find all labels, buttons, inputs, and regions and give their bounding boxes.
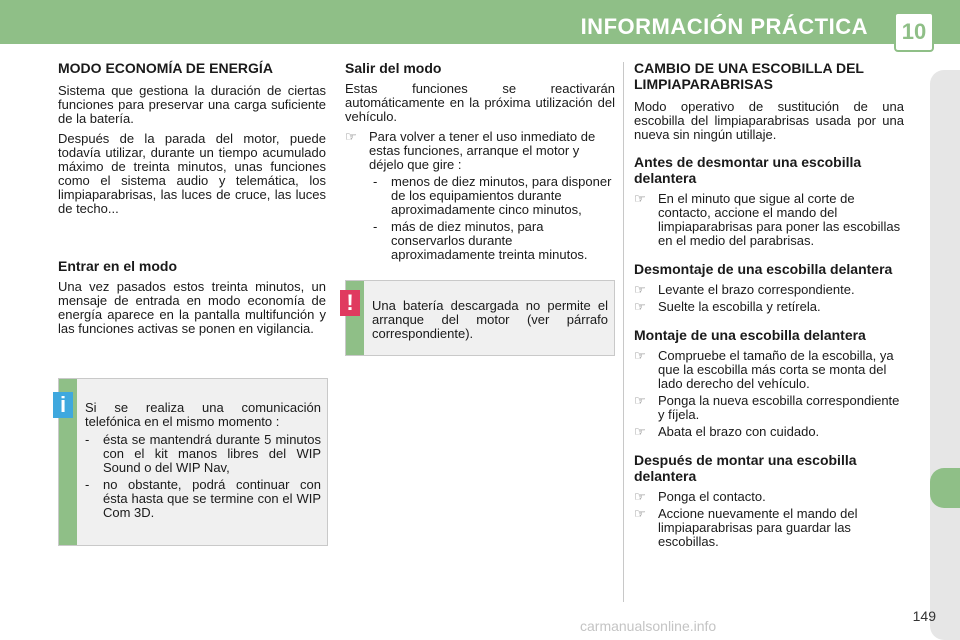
bullet-item: [634, 283, 904, 297]
pointing-hand-icon: ☞: [634, 393, 646, 408]
paragraph: Después de la parada del motor, puede todavía utilizar, durante un tiempo acumulado máximo de treinta minutos, unas funciones como el sistema audio y telemática, los limpiaparabrisas, las luces de cruce, las luces de techo...: [58, 131, 326, 216]
sub-item: [373, 220, 615, 262]
bullet-item: [634, 425, 904, 439]
chapter-badge: 10: [894, 12, 934, 52]
bullet-text: Ponga la nueva escobilla correspondiente y fíjela.: [658, 393, 900, 422]
pointing-hand-icon: ☞: [634, 191, 646, 206]
bullet-text: Levante el brazo correspondiente.: [658, 282, 855, 297]
sub-item-text: más de diez minutos, para conservarlos durante aproximadamente treinta minutos.: [391, 219, 588, 262]
warning-note: [345, 280, 615, 356]
page-number: 149: [912, 608, 936, 624]
paragraph: Sistema que gestiona la duración de ciertas funciones para preservar una carga suficiente de la batería.: [58, 83, 326, 126]
pointing-hand-icon: ☞: [634, 424, 646, 439]
page-title: INFORMACIÓN PRÁCTICA: [580, 14, 868, 39]
bullet-text: Suelte la escobilla y retírela.: [658, 299, 821, 314]
dash-icon: -: [85, 432, 90, 447]
sub-item: [373, 175, 615, 217]
watermark: carmanualsonline.info: [580, 618, 717, 634]
warning-note-text: Una batería descargada no permite el arranque del motor (ver párrafo correspondiente).: [372, 298, 608, 341]
dash-icon: -: [373, 174, 378, 189]
bullet-text: Compruebe el tamaño de la escobilla, ya que la escobilla más corta se monta del lado derecho del vehículo.: [658, 348, 894, 391]
list-item: [85, 433, 321, 475]
info-note: [58, 378, 328, 546]
column-3: [634, 60, 904, 552]
dash-icon: -: [373, 219, 378, 234]
info-note-text: [85, 401, 321, 523]
subsection-title: Antes de desmontar una escobilla delantera: [634, 154, 862, 186]
bullet-item: [634, 300, 904, 314]
pointing-hand-icon: ☞: [345, 129, 357, 144]
list-item-text: ésta se mantendrá durante 5 minutos con el kit manos libres del WIP Sound o del WIP Nav,: [103, 432, 321, 475]
list-item-text: no obstante, podrá continuar con ésta hasta que se termine con el WIP Com 3D.: [103, 477, 321, 520]
warning-icon: !: [340, 290, 360, 316]
bullet-text: Abata el brazo con cuidado.: [658, 424, 820, 439]
bullet-item: [634, 490, 904, 504]
dash-icon: -: [85, 477, 90, 492]
pointing-hand-icon: ☞: [634, 282, 646, 297]
subsection-title: Después de montar una escobilla delantera: [634, 452, 857, 484]
list-item: [85, 478, 321, 520]
subsection-title: Entrar en el modo: [58, 258, 178, 274]
pointing-hand-icon: ☞: [634, 489, 646, 504]
pointing-hand-icon: ☞: [634, 348, 646, 363]
column-2: [345, 60, 615, 265]
bullet-text: En el minuto que sigue al corte de contacto, accione el mando del limpiaparabrisas para poner las escobillas en el medio del parabrisas.: [658, 191, 901, 248]
subsection-title: Montaje de una escobilla delantera: [634, 327, 866, 343]
pointing-hand-icon: ☞: [634, 299, 646, 314]
bullet-text: Para volver a tener el uso inmediato de estas funciones, arranque el motor y déjelo que gire :: [369, 129, 596, 172]
column-1: [58, 60, 326, 342]
sub-item-text: menos de diez minutos, para disponer de los equipamientos durante aproximadamente cinco minutos,: [391, 174, 612, 217]
bullet-item: [634, 192, 904, 248]
info-note-intro: Si se realiza una comunicación telefónica en el mismo momento :: [85, 400, 321, 429]
paragraph: Modo operativo de sustitución de una escobilla del limpiaparabrisas usada por una nueva sin ningún utillaje.: [634, 99, 904, 142]
subsection-title: Desmontaje de una escobilla delantera: [634, 261, 893, 277]
section-title: CAMBIO DE UNA ESCOBILLA DEL LIMPIAPARABRISAS: [634, 60, 864, 92]
bullet-item: [634, 394, 904, 422]
pointing-hand-icon: ☞: [634, 506, 646, 521]
bullet-text: Accione nuevamente el mando del limpiaparabrisas para guardar las escobillas.: [658, 506, 858, 549]
bullet-item: [634, 349, 904, 391]
side-tab-active: [930, 468, 960, 508]
column-divider: [623, 62, 624, 602]
section-title: MODO ECONOMÍA DE ENERGÍA: [58, 60, 273, 76]
paragraph: Estas funciones se reactivarán automáticamente en la próxima utilización del vehículo.: [345, 81, 615, 124]
bullet-item: [634, 507, 904, 549]
paragraph: Una vez pasados estos treinta minutos, un mensaje de entrada en modo economía de energía aparece en la pantalla multifunción y las funciones activas se ponen en vigilancia.: [58, 279, 326, 336]
subsection-title: Salir del modo: [345, 60, 442, 76]
side-tab: [930, 70, 960, 640]
bullet-item: [345, 130, 615, 172]
bullet-text: Ponga el contacto.: [658, 489, 766, 504]
page-header-band: [0, 0, 960, 44]
info-icon: i: [53, 392, 73, 418]
